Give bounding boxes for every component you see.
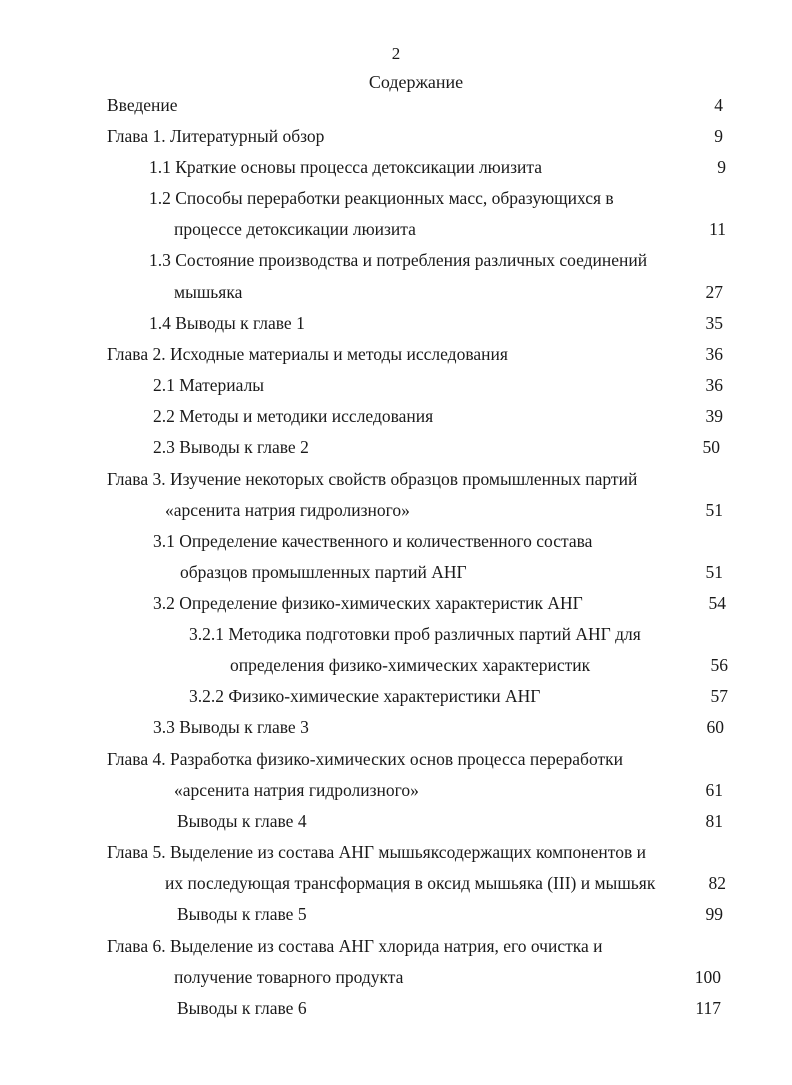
toc-entry-text: Глава 1. Литературный обзор bbox=[107, 126, 325, 146]
toc-entry-text: Глава 6. Выделение из состава АНГ хлорида натрия, его очистка и bbox=[107, 936, 603, 956]
toc-entry-text: Введение bbox=[107, 95, 178, 115]
toc-entry-page: 39 bbox=[705, 406, 723, 426]
toc-entry-page: 36 bbox=[705, 344, 723, 364]
toc-entry-page: 51 bbox=[705, 500, 723, 520]
toc-entry-text: Глава 2. Исходные материалы и методы исследования bbox=[107, 344, 508, 364]
toc-entry-page: 11 bbox=[709, 219, 726, 239]
toc-entry-text: Глава 5. Выделение из состава АНГ мышьяксодержащих компонентов и bbox=[107, 842, 646, 862]
toc-entry-page: 9 bbox=[714, 126, 723, 146]
toc-entry-text-cont: определения физико-химических характеристик bbox=[230, 655, 591, 675]
toc-entry-text: 3.2.1 Методика подготовки проб различных партий АНГ для bbox=[189, 624, 641, 644]
toc-entry-text-cont: образцов промышленных партий АНГ bbox=[180, 562, 467, 582]
toc-title: Содержание bbox=[368, 72, 464, 92]
toc-entry-text: Глава 3. Изучение некоторых свойств образцов промышленных партий bbox=[107, 469, 638, 489]
toc-entry-text: 1.4 Выводы к главе 1 bbox=[149, 313, 305, 333]
toc-entry-page: 81 bbox=[705, 811, 723, 831]
toc-entry-page: 4 bbox=[714, 95, 723, 115]
toc-entry-page: 54 bbox=[708, 593, 726, 613]
toc-entry-text: 2.3 Выводы к главе 2 bbox=[153, 437, 309, 457]
toc-entry-page: 57 bbox=[710, 686, 728, 706]
toc-entry-text: 2.2 Методы и методики исследования bbox=[153, 406, 434, 426]
toc-entry-text: 1.1 Краткие основы процесса детоксикации люизита bbox=[149, 157, 543, 177]
toc-entry-page: 27 bbox=[705, 282, 723, 302]
toc-entry-page: 100 bbox=[694, 967, 721, 987]
toc-entry-page: 36 bbox=[705, 375, 723, 395]
page-number: 2 bbox=[391, 44, 401, 63]
toc-entry-page: 82 bbox=[708, 873, 726, 893]
toc-entry-page: 50 bbox=[702, 437, 720, 457]
toc-entry-page: 117 bbox=[695, 998, 721, 1018]
toc-entry-text: 2.1 Материалы bbox=[153, 375, 265, 395]
toc-entry-text: 3.3 Выводы к главе 3 bbox=[153, 717, 309, 737]
toc-entry-text-cont: «арсенита натрия гидролизного» bbox=[174, 780, 419, 800]
toc-entry-text-cont: процессе детоксикации люизита bbox=[174, 219, 416, 239]
toc-entry-text: Глава 4. Разработка физико-химических основ процесса переработки bbox=[107, 749, 623, 769]
toc-entry-page: 61 bbox=[705, 780, 723, 800]
toc-entry-text: 3.1 Определение качественного и количественного состава bbox=[153, 531, 593, 551]
toc-entry-text: 3.2.2 Физико-химические характеристики АНГ bbox=[189, 686, 541, 706]
toc-entry-page: 56 bbox=[710, 655, 728, 675]
toc-entry-page: 9 bbox=[717, 157, 726, 177]
toc-entry-text: Выводы к главе 5 bbox=[177, 904, 307, 924]
toc-entry-text: Выводы к главе 4 bbox=[177, 811, 307, 831]
toc-entry-text-cont: мышьяка bbox=[174, 282, 243, 302]
toc-entry-text-cont: «арсенита натрия гидролизного» bbox=[165, 500, 410, 520]
toc-entry-page: 99 bbox=[705, 904, 723, 924]
toc-entry-text-cont: получение товарного продукта bbox=[174, 967, 404, 987]
toc-entry-text: 1.2 Способы переработки реакционных масс, образующихся в bbox=[149, 188, 614, 208]
toc-entry-text: 1.3 Состояние производства и потребления различных соединений bbox=[149, 250, 648, 270]
toc-entry-page: 60 bbox=[706, 717, 724, 737]
toc-entry-page: 35 bbox=[705, 313, 723, 333]
toc-entry-page: 51 bbox=[705, 562, 723, 582]
toc-entry-text: 3.2 Определение физико-химических характеристик АНГ bbox=[153, 593, 583, 613]
toc-entry-text: Выводы к главе 6 bbox=[177, 998, 307, 1018]
toc-entry-text-cont: их последующая трансформация в оксид мышьяка (III) и мышьяк bbox=[165, 873, 656, 893]
